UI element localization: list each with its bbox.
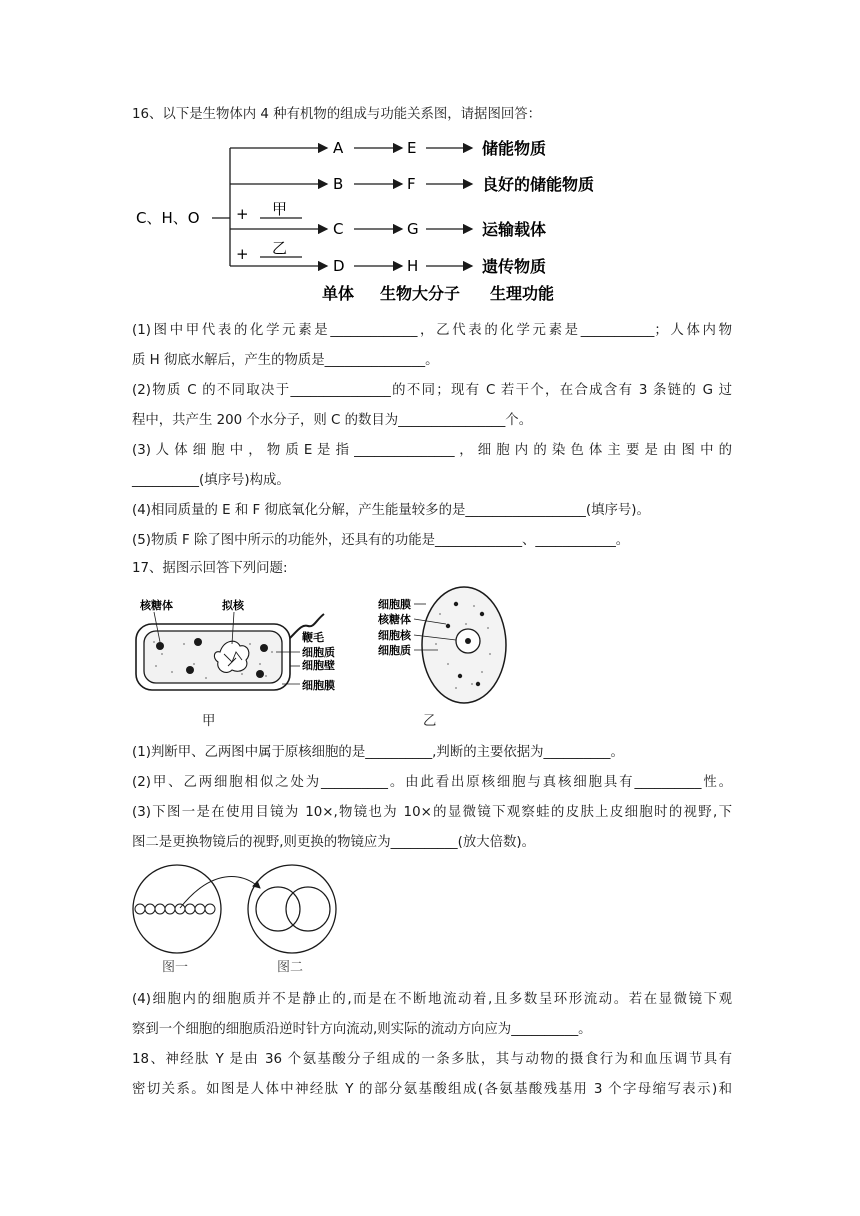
label-ribosome: 核糖体 <box>140 599 173 612</box>
q18-line-1: 18、神经肽 Y 是由 36 个氨基酸分子组成的一条多肽，其与动物的摄食行为和血压调节具有 <box>132 1052 732 1067</box>
q16-stem: 16、以下是生物体内 4 种有机物的组成与功能关系图，请据图回答： <box>132 107 542 122</box>
diagram-source: C、H、O <box>136 209 200 227</box>
function-good-storage: 良好的储能物质 <box>482 175 595 194</box>
plus-sign-2: + <box>236 245 249 263</box>
q17-line-1: (1)判断甲、乙两图中属于原核细胞的是__________,判断的主要依据为__________。 <box>132 745 624 760</box>
plus-sign-1: + <box>236 205 249 223</box>
label-nucleoid: 拟核 <box>222 599 244 612</box>
fig-caption-one: 图一 <box>162 960 189 975</box>
label-cell-membrane: 细胞膜 <box>302 679 335 692</box>
label-cell-wall: 细胞壁 <box>302 659 335 672</box>
label-cytoplasm: 细胞质 <box>302 646 335 659</box>
row-c <box>333 220 546 239</box>
q16-line-8: (5)物质 F 除了图中所示的功能外，还具有的功能是_____________、____________。 <box>132 533 630 548</box>
caption-jia: 甲 <box>202 714 216 729</box>
label-yi-nucleus: 细胞核 <box>378 629 411 642</box>
function-genetic: 遗传物质 <box>482 257 547 276</box>
row-d <box>333 257 546 276</box>
organic-compounds-diagram <box>132 132 602 308</box>
q16-line-7: (4)相同质量的 E 和 F 彻底氧化分解，产生能量较多的是__________________(填序号)。 <box>132 503 650 518</box>
footer-function: 生理功能 <box>490 284 555 303</box>
q17-line-5: (4)细胞内的细胞质并不是静止的,而是在不断地流动着,且多数呈环形流动。若在显微镜下观 <box>132 992 732 1007</box>
footer-macromolecule: 生物大分子 <box>380 284 461 303</box>
q16-line-3: (2)物质 C 的不同取决于_______________的不同；现有 C 若干个，在合成含有 3 条链的 G 过 <box>132 383 732 398</box>
row-b <box>333 175 594 194</box>
macro-f: F <box>407 175 416 193</box>
q17-line-2: (2)甲、乙两细胞相似之处为__________。由此看出原核细胞与真核细胞具有__________性。 <box>132 775 732 790</box>
label-yi: 乙 <box>272 239 288 257</box>
prokaryote-cell-figure <box>132 594 352 700</box>
microscope-fields-figure <box>132 858 338 976</box>
label-jia: 甲 <box>272 200 288 218</box>
macro-h: H <box>407 257 419 275</box>
label-flagellum: 鞭毛 <box>302 631 324 644</box>
q16-line-5: (3) 人 体 细 胞 中 ， 物 质 E 是 指 _______________ ， 细 胞 内 的 染 色 体 主 要 是 由 图 中 的 <box>132 443 732 458</box>
row-a <box>333 139 546 158</box>
monomer-c: C <box>333 220 344 238</box>
eukaryote-cell-figure <box>378 584 508 706</box>
caption-yi: 乙 <box>423 714 437 729</box>
monomer-b: B <box>333 175 344 193</box>
monomer-d: D <box>333 257 345 275</box>
q17-stem: 17、据图示回答下列问题: <box>132 561 288 576</box>
q16-line-4: 程中，共产生 200 个水分子，则 C 的数目为________________个。 <box>132 413 533 428</box>
function-transport: 运输载体 <box>482 220 547 239</box>
macro-g: G <box>407 220 419 238</box>
label-yi-ribosome: 核糖体 <box>378 613 411 626</box>
fig-caption-two: 图二 <box>277 960 304 975</box>
q17-line-3: (3)下图一是在使用目镜为 10×,物镜也为 10×的显微镜下观察蛙的皮肤上皮细胞时的视野,下 <box>132 805 732 820</box>
footer-monomer: 单体 <box>322 284 355 303</box>
q17-line-6: 察到一个细胞的细胞质沿逆时针方向流动,则实际的流动方向应为__________。 <box>132 1022 592 1037</box>
q16-line-1: (1)图中甲代表的化学元素是_____________，乙代表的化学元素是___________；人体内物 <box>132 323 732 338</box>
q18-line-2: 密切关系。如图是人体中神经肽 Y 的部分氨基酸组成(各氨基酸残基用 3 个字母缩写表示)和 <box>132 1082 732 1097</box>
label-yi-membrane: 细胞膜 <box>378 598 411 611</box>
monomer-a: A <box>333 139 344 157</box>
macro-e: E <box>407 139 417 157</box>
label-yi-cytoplasm: 细胞质 <box>378 644 411 657</box>
q16-line-2: 质 H 彻底水解后，产生的物质是_______________。 <box>132 353 439 368</box>
q17-line-4: 图二是更换物镜后的视野,则更换的物镜应为__________(放大倍数)。 <box>132 835 536 850</box>
function-energy-storage: 储能物质 <box>482 139 547 158</box>
q16-line-6: __________(填序号)构成。 <box>132 473 290 488</box>
